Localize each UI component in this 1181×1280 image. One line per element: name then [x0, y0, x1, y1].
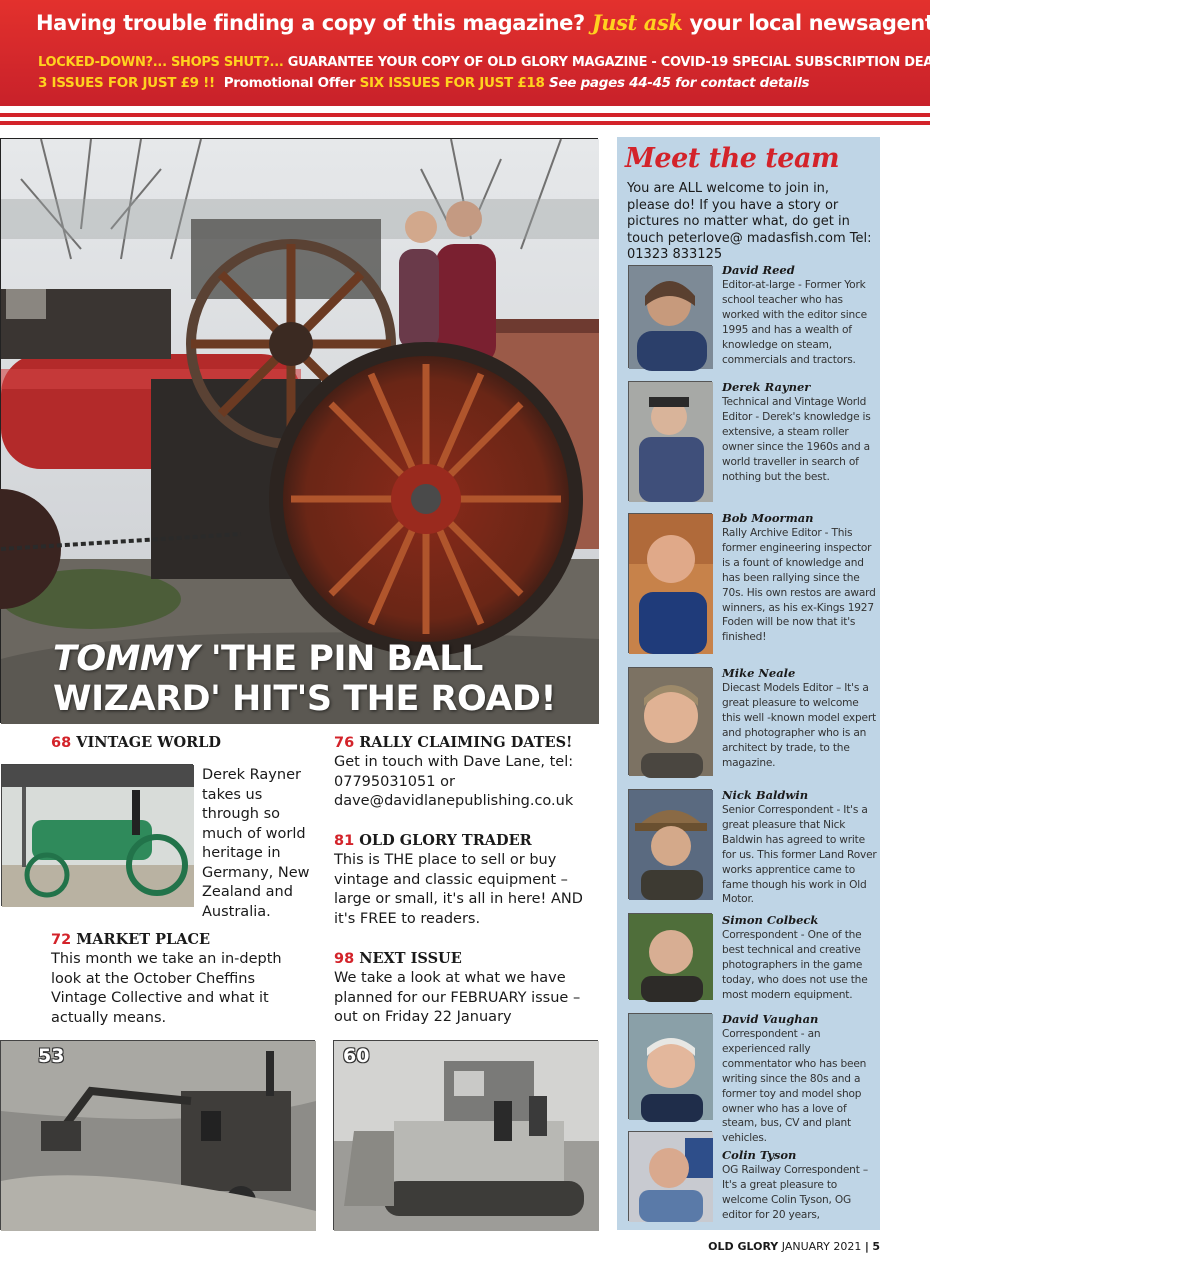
vintage-world-photo: [1, 764, 193, 906]
member-bio: Correspondent - One of the best technical and creative photographers in the game today, who does not use the most modern equipment.: [722, 929, 868, 1001]
article-heading-vintage-world: [51, 734, 221, 751]
page-footer: [708, 1240, 880, 1253]
article-text-rally-dates: Get in touch with Dave Lane, tel: 07795031051 or dave@davidlanepublishing.co.uk: [334, 754, 574, 809]
member-bio: Senior Correspondent - It's a great pleasure that Nick Baldwin has agreed to write for us. This former Land Rover works apprentice came to fame though his work in Old Motor.: [722, 804, 877, 906]
article-title: MARKET PLACE: [76, 931, 211, 948]
article-page-number: 76: [334, 735, 355, 751]
member-bio: Technical and Vintage World Editor - Derek's knowledge is extensive, a steam roller owner since the 1960s and a world traveller in search of nothing but the best.: [722, 396, 871, 483]
banner-three-issues: 3 ISSUES FOR JUST £9 !!: [38, 75, 215, 91]
avatar: [628, 513, 712, 653]
article-text-market-place: This month we take an in-depth look at the October Cheffins Vintage Collective and what it actually means.: [51, 951, 282, 1026]
footer-page-number: 5: [872, 1240, 880, 1253]
banner-guarantee-text: GUARANTEE YOUR COPY OF OLD GLORY MAGAZINE - COVID-19 SPECIAL SUBSCRIPTION DEAL: [287, 55, 942, 70]
divider-rule: [0, 113, 930, 117]
banner-offer-line: [38, 55, 942, 70]
hero-photo-traction-engine: [0, 138, 598, 723]
member-bio: OG Railway Correspondent – It's a great pleasure to welcome Colin Tyson, OG editor for 20 years,: [722, 1164, 868, 1221]
member-name: David Reed: [722, 263, 795, 277]
article-title: OLD GLORY TRADER: [359, 832, 532, 849]
avatar: [628, 913, 712, 999]
article-heading-old-glory-trader: [334, 832, 532, 849]
article-page-number: 81: [334, 833, 355, 849]
member-name: Bob Moorman: [722, 511, 814, 525]
steam-shovel-illustration: [1, 1041, 316, 1231]
banner-headline: [36, 10, 1181, 35]
banner-headline-post: your local newsagent or tel: 01959 541444: [689, 11, 1181, 35]
article-text-trader: This is THE place to sell or buy vintage and classic equipment – large or small, it's all in here! AND it's FREE to readers.: [334, 852, 583, 927]
bulldozer-photo: [333, 1040, 598, 1230]
member-bio: Diecast Models Editor – It's a great pleasure to welcome this well -known model expert and photographer who is an architect by trade, to the magazine.: [722, 682, 876, 769]
banner-six-issues: SIX ISSUES FOR JUST £18: [359, 75, 545, 91]
member-name: David Vaughan: [722, 1012, 819, 1026]
article-heading-market-place: [51, 931, 210, 948]
banner-contact-note: See pages 44-45 for contact details: [549, 75, 810, 91]
banner-promo: Promotional Offer: [223, 75, 356, 91]
footer-brand: OLD GLORY: [708, 1240, 779, 1253]
article-title: RALLY CLAIMING DATES!: [359, 734, 573, 751]
article-title: VINTAGE WORLD: [76, 734, 222, 751]
footer-issue-date: JANUARY 2021: [781, 1240, 862, 1253]
avatar: [628, 1013, 712, 1119]
article-page-number: 68: [51, 735, 72, 751]
article-title: NEXT ISSUE: [359, 950, 462, 967]
hero-headline: [53, 639, 556, 719]
divider-rule: [0, 121, 930, 125]
bulldozer-illustration: [334, 1041, 599, 1231]
green-engine-illustration: [2, 765, 194, 907]
subscription-banner: [0, 0, 1181, 106]
avatar: [628, 265, 712, 368]
footer-separator: |: [864, 1240, 869, 1253]
meet-the-team-sidebar: [617, 137, 880, 1230]
banner-price-line: [38, 75, 918, 91]
member-bio: Correspondent - an experienced rally commentator who has been writing since the 80s and a former toy and model shop owner who has a love of steam, bus, CV and plant vehicles.: [722, 1028, 867, 1145]
article-page-number: 98: [334, 951, 355, 967]
hero-title-line1: 'THE PIN BALL: [210, 639, 483, 679]
member-name: Simon Colbeck: [722, 913, 819, 927]
banner-headline-pre: Having trouble finding a copy of this magazine?: [36, 11, 585, 35]
hero-title-tommy: TOMMY: [53, 639, 200, 679]
article-heading-rally-dates: [334, 734, 572, 751]
member-name: Nick Baldwin: [722, 788, 809, 802]
traction-engine-illustration: [1, 139, 599, 724]
avatar: [628, 667, 712, 775]
article-text-next-issue: We take a look at what we have planned for our FEBRUARY issue – out on Friday 22 January: [334, 970, 581, 1025]
article-heading-next-issue: [334, 950, 462, 967]
member-bio: Rally Archive Editor - This former engineering inspector is a fount of knowledge and has been rallying since the 70s. His own restos are award winners, as his ex-Kings 1927 Foden will be now that it's finished!: [722, 527, 876, 644]
steam-shovel-photo: [0, 1040, 315, 1230]
member-name: Colin Tyson: [722, 1148, 797, 1162]
page-number-badge: 53: [38, 1045, 65, 1067]
member-bio: Editor-at-large - Former York school teacher who has worked with the editor since 1995 and has a wealth of knowledge on steam, commercials and tractors.: [722, 279, 867, 366]
avatar: [628, 789, 712, 899]
article-page-number: 72: [51, 932, 72, 948]
banner-just-ask: Just ask: [591, 10, 683, 35]
sidebar-title: Meet the team: [625, 143, 840, 174]
page-number-badge: 60: [343, 1045, 370, 1067]
avatar: [628, 1131, 712, 1221]
article-text-vintage-world: Derek Rayner takes us through so much of world heritage in Germany, New Zealand and Australia.: [202, 767, 310, 920]
sidebar-intro: You are ALL welcome to join in, please do! If you have a story or pictures no matter what, do get in touch peterlove@ madasfish.com Tel: 01323 833125: [627, 181, 872, 262]
hero-title-line2: WIZARD' HIT'S THE ROAD!: [53, 679, 556, 719]
member-name: Derek Rayner: [722, 380, 811, 394]
member-name: Mike Neale: [722, 666, 796, 680]
avatar: [628, 381, 712, 501]
banner-lockdown-text: LOCKED-DOWN?... SHOPS SHUT?...: [38, 55, 284, 70]
